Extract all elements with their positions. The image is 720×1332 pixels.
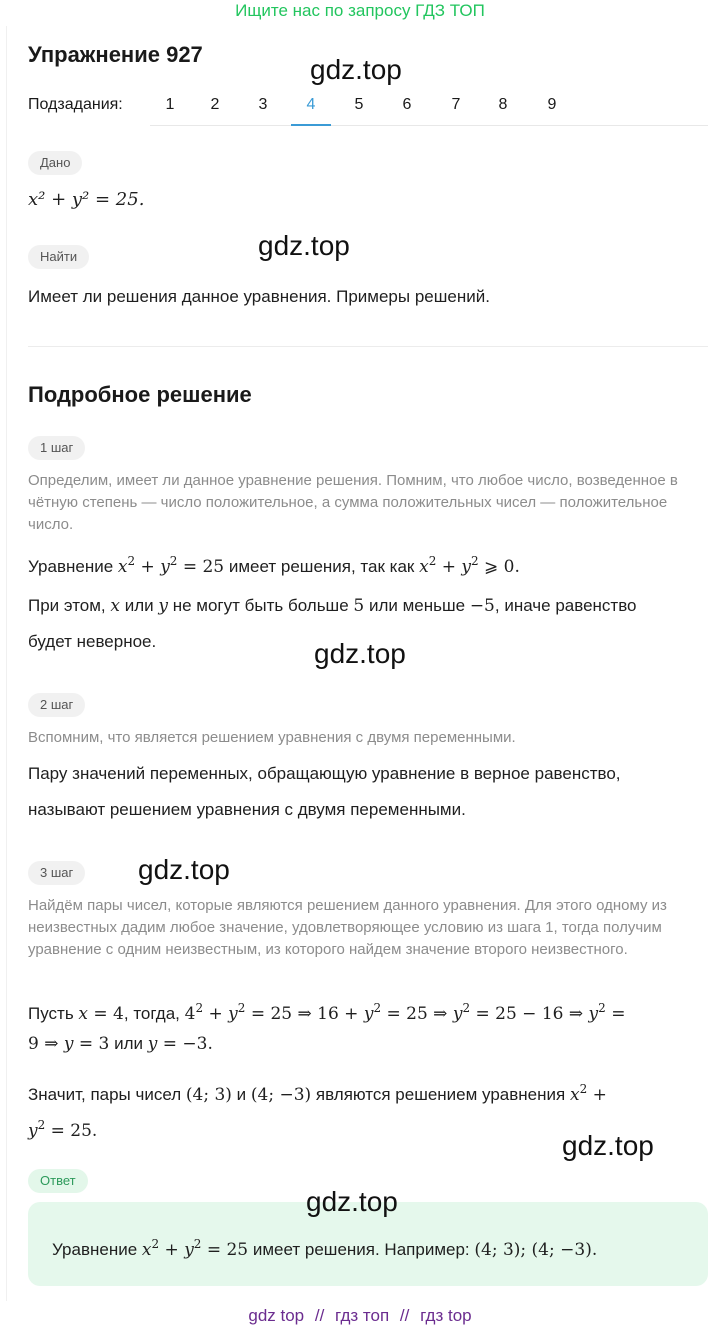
footer-separator: //	[314, 1306, 325, 1325]
step-1-line-1: Уравнение $x^2 + y^2 = 25$ имеет решения, так как $x^2 + y^2$ ⩾ 0.	[28, 554, 520, 577]
step-1-hint: Определим, имеет ли данное уравнение решения. Помним, что любое число, возведенное в чётную степень — число положительное, а сумма положительных чисел — положительное число.	[28, 472, 678, 533]
step-3-chip: 3 шаг	[28, 861, 85, 885]
step-2-line-1: Пару значений переменных, обращающую уравнение в верное равенство,	[28, 764, 621, 783]
tab-subtask-5[interactable]: 5	[354, 96, 364, 113]
tab-subtask-1[interactable]: 1	[165, 96, 175, 113]
find-text: Имеет ли решения данное уравнения. Примеры решений.	[28, 287, 490, 306]
tab-subtask-9[interactable]: 9	[547, 96, 557, 113]
footer-links	[0, 1306, 720, 1326]
answer-text: Уравнение $x^2 + y^2 = 25$ имеет решения. Например: (4; 3); (4; −3).	[52, 1237, 598, 1260]
watermark-4: gdz.top	[138, 854, 230, 885]
tab-subtask-8[interactable]: 8	[498, 96, 508, 113]
watermark-1: gdz.top	[310, 54, 402, 85]
step-2-line-2: называют решением уравнения с двумя переменными.	[28, 800, 466, 819]
section-divider	[28, 346, 708, 347]
solution-title: Подробное решение	[28, 382, 252, 407]
step-2-hint: Вспомним, что является решением уравнения с двумя переменными.	[28, 729, 516, 746]
footer-link-2[interactable]: гдз топ	[335, 1306, 390, 1325]
step-3-line-4: $y^2 = 25$.	[28, 1118, 98, 1141]
tab-subtask-3[interactable]: 3	[258, 96, 268, 113]
tab-subtask-7[interactable]: 7	[451, 96, 461, 113]
step-3-line-1: Пусть x = 4, тогда, $4^2 + y^2 = 25$ ⇒ $16 + y^2 = 25$ ⇒ $y^2 = 25 - 16$ ⇒ $y^2$ =	[28, 1001, 626, 1024]
tab-subtask-4[interactable]: 4	[291, 88, 331, 126]
footer-separator: //	[399, 1306, 410, 1325]
step-1-line-3: будет неверное.	[28, 632, 157, 651]
watermark-3: gdz.top	[314, 638, 406, 669]
tab-subtask-6[interactable]: 6	[402, 96, 412, 113]
step-3-line-3: Значит, пары чисел (4; 3) и (4; −3) являются решением уравнения $x^2$ +	[28, 1082, 607, 1105]
step-1-chip: 1 шаг	[28, 436, 85, 460]
find-chip: Найти	[28, 245, 89, 269]
search-banner: Ищите нас по запросу ГДЗ ТОП	[235, 1, 485, 20]
footer-link-3[interactable]: гдз top	[420, 1306, 472, 1325]
step-3-line-2: 9 ⇒ y = 3 или y = −3.	[28, 1034, 213, 1054]
page-title: Упражнение 927	[28, 42, 203, 67]
watermark-2: gdz.top	[258, 230, 350, 261]
subtasks-tabs	[150, 88, 708, 126]
footer-link-1[interactable]: gdz top	[248, 1306, 305, 1325]
step-1-line-2: При этом, x или y не могут быть больше 5 или меньше −5, иначе равенство	[28, 596, 637, 616]
tab-subtask-2[interactable]: 2	[210, 96, 220, 113]
watermark-5: gdz.top	[562, 1130, 654, 1161]
given-chip: Дано	[28, 151, 82, 175]
step-2-chip: 2 шаг	[28, 693, 85, 717]
given-equation: x² + y² = 25.	[28, 189, 145, 210]
subtasks-label: Подзадания:	[28, 96, 123, 113]
watermark-6: gdz.top	[306, 1186, 398, 1217]
step-3-hint: Найдём пары чисел, которые являются решением данного уравнения. Для этого одному из неизвестных дадим любое значение, удовлетворяющее условию из шага 1, тогда получим уравнение с одним неизвестным, из которого найдем значение второго неизвестного.	[28, 897, 667, 958]
answer-chip: Ответ	[28, 1169, 88, 1193]
